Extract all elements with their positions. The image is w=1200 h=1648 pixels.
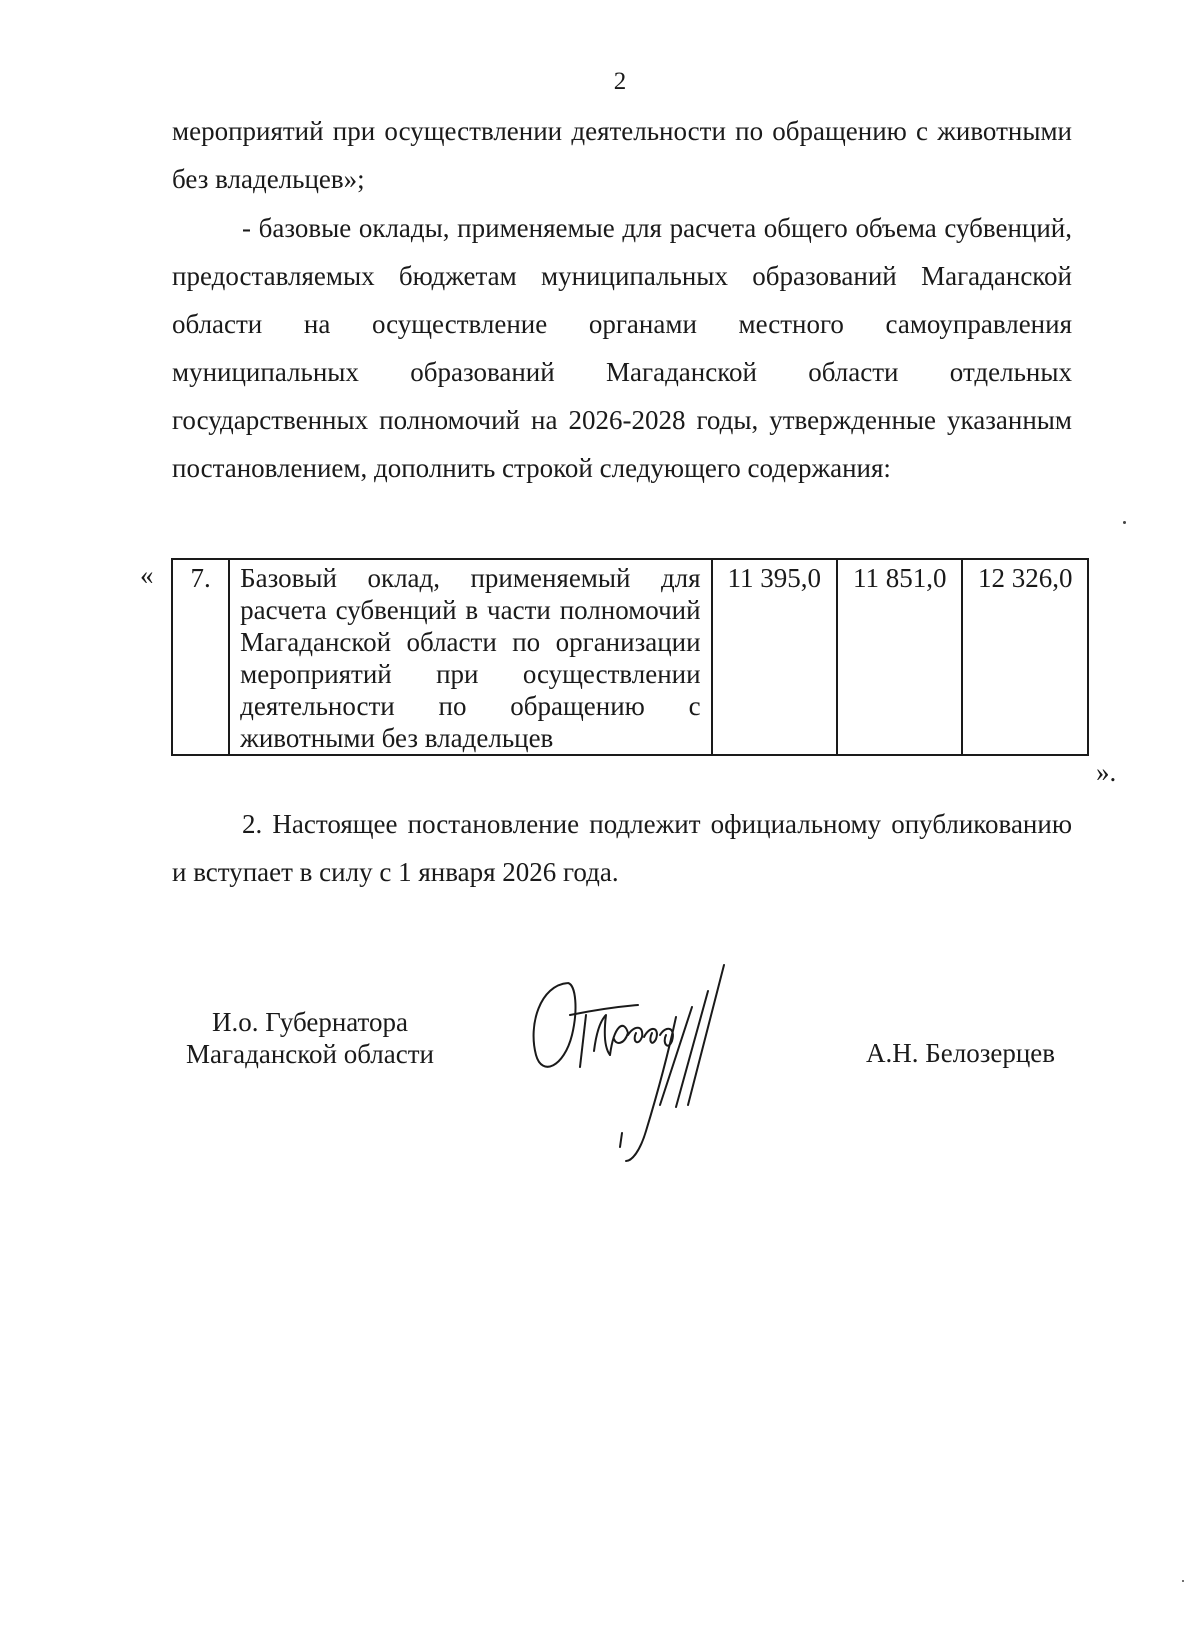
page-number: 2	[613, 68, 627, 95]
value-2026-cell: 11 395,0	[712, 559, 837, 755]
paragraph-continuation: мероприятий при осуществлении деятельности по обращению с животными без владельцев»;	[172, 116, 1072, 194]
value-2028-cell: 12 326,0	[962, 559, 1088, 755]
signatory-title-line-2: Магаданской области	[186, 1039, 434, 1069]
table-closing-quote: ».	[1096, 757, 1117, 787]
signatory-name: А.Н. Белозерцев	[866, 1038, 1056, 1068]
handwritten-signature	[520, 955, 780, 1165]
signatory-title-line-1: И.о. Губернатора	[211, 1007, 408, 1037]
base-salary-table	[171, 558, 1089, 756]
scan-dot	[1182, 1580, 1184, 1582]
row-description-cell: Базовый оклад, применяемый для расчета субвенций в части полномочий Магаданской области по организации мероприятий при осуществлении деятельности по обращению с животными без владельцев	[229, 559, 711, 755]
table-row	[172, 559, 1088, 755]
table-opening-quote: «	[140, 560, 154, 590]
row-number-cell: 7.	[172, 559, 229, 755]
paragraph-base-salaries: - базовые оклады, применяемые для расчета общего объема субвенций, предоставляемых бюджетам муниципальных образований Магаданской области на осуществление органами местного самоуправления муниципальных образований Магаданской области отдельных государственных полномочий на 2026-2028 годы, утвержденные указанным постановлением, дополнить строкой следующего содержания:	[172, 213, 1072, 483]
value-2027-cell: 11 851,0	[837, 559, 962, 755]
signatory-title	[170, 1006, 450, 1070]
scan-dot	[1123, 521, 1126, 524]
paragraph-publication: 2. Настоящее постановление подлежит официальному опубликованию и вступает в силу с 1 января 2026 года.	[172, 809, 1072, 887]
